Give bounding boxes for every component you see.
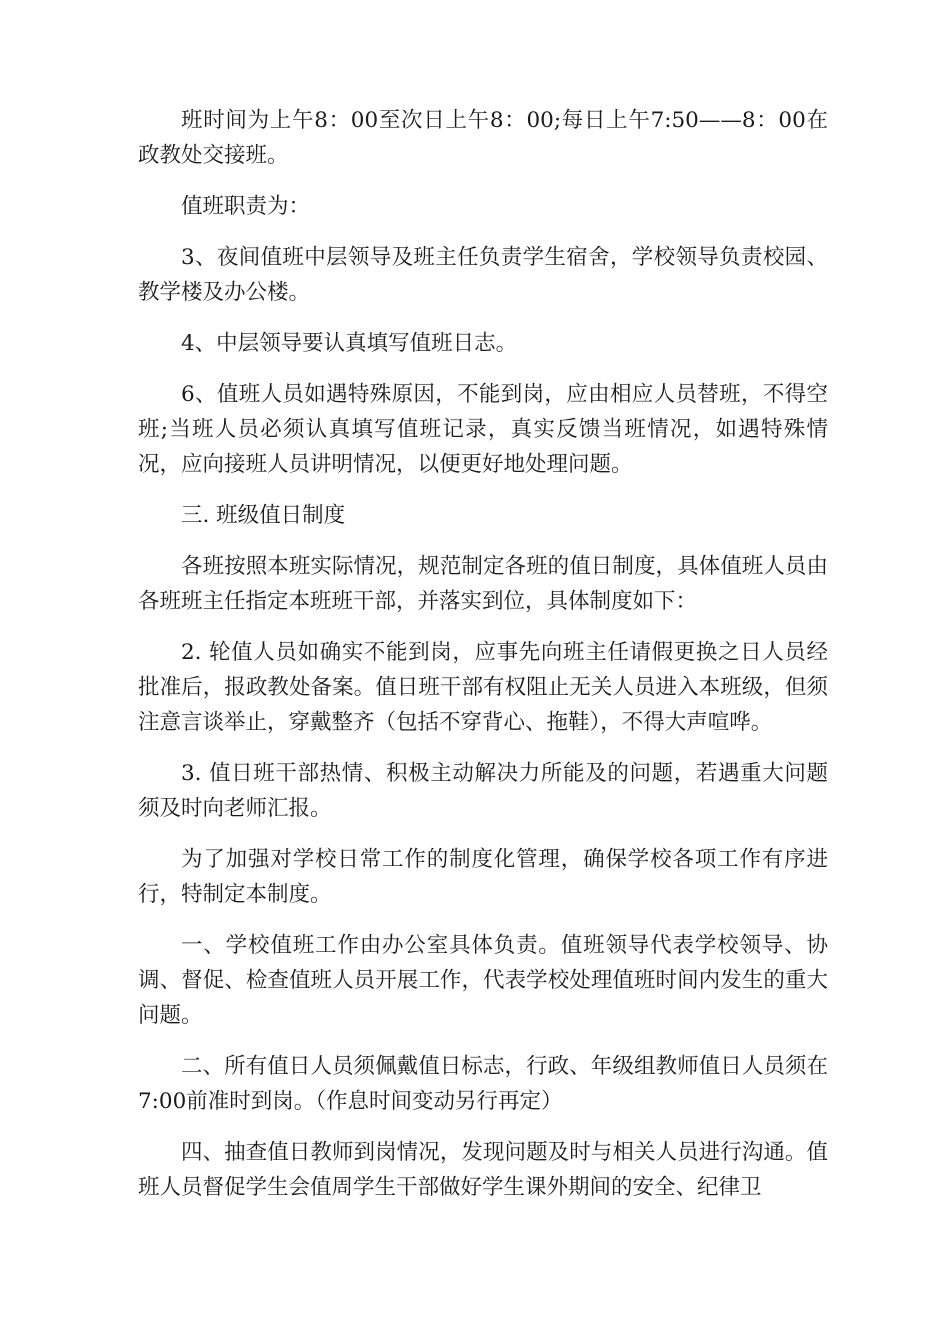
paragraph: 4、中层领导要认真填写值班日志。 xyxy=(181,331,518,356)
paragraph: 6、值班人员如遇特殊原因，不能到岗，应由相应人员替班，不得空班;当班人员必须认真填写值班记录，真实反馈当班情况，如遇特殊情况，应向接班人员讲明情况，以便更好地处理问题。 xyxy=(138,382,828,477)
paragraph: 3、夜间值班中层领导及班主任负责学生宿舍，学校领导负责校园、教学楼及办公楼。 xyxy=(138,245,828,305)
section-heading: 三. 班级值日制度 xyxy=(181,503,346,528)
paragraph: 3. 值日班干部热情、积极主动解决力所能及的问题，若遇重大问题须及时向老师汇报。 xyxy=(138,761,828,821)
paragraph: 一、学校值班工作由办公室具体负责。值班领导代表学校领导、协调、督促、检查值班人员开展工作，代表学校处理值班时间内发生的重大问题。 xyxy=(138,933,828,1028)
paragraph: 值班职责为： xyxy=(181,194,311,219)
paragraph: 各班按照本班实际情况，规范制定各班的值日制度，具体值班人员由各班班主任指定本班班干部，并落实到位，具体制度如下： xyxy=(138,554,828,614)
paragraph: 四、抽查值日教师到岗情况，发现问题及时与相关人员进行沟通。值班人员督促学生会值周学生干部做好学生课外期间的安全、纪律卫 xyxy=(138,1140,828,1200)
paragraph: 二、所有值日人员须佩戴值日标志，行政、年级组教师值日人员须在7:00前准时到岗。（作息时间变动另行再定） xyxy=(138,1054,828,1114)
document-body xyxy=(138,103,828,1221)
paragraph: 班时间为上午8：00至次日上午8：00;每日上午7:50——8：00在政教处交接班。 xyxy=(138,108,828,168)
paragraph: 为了加强对学校日常工作的制度化管理，确保学校各项工作有序进行，特制定本制度。 xyxy=(138,847,828,907)
paragraph: 2. 轮值人员如确实不能到岗，应事先向班主任请假更换之日人员经批准后，报政教处备案。值日班干部有权阻止无关人员进入本班级，但须注意言谈举止，穿戴整齐（包括不穿背心、拖鞋），不得大声喧哗。 xyxy=(138,640,828,735)
